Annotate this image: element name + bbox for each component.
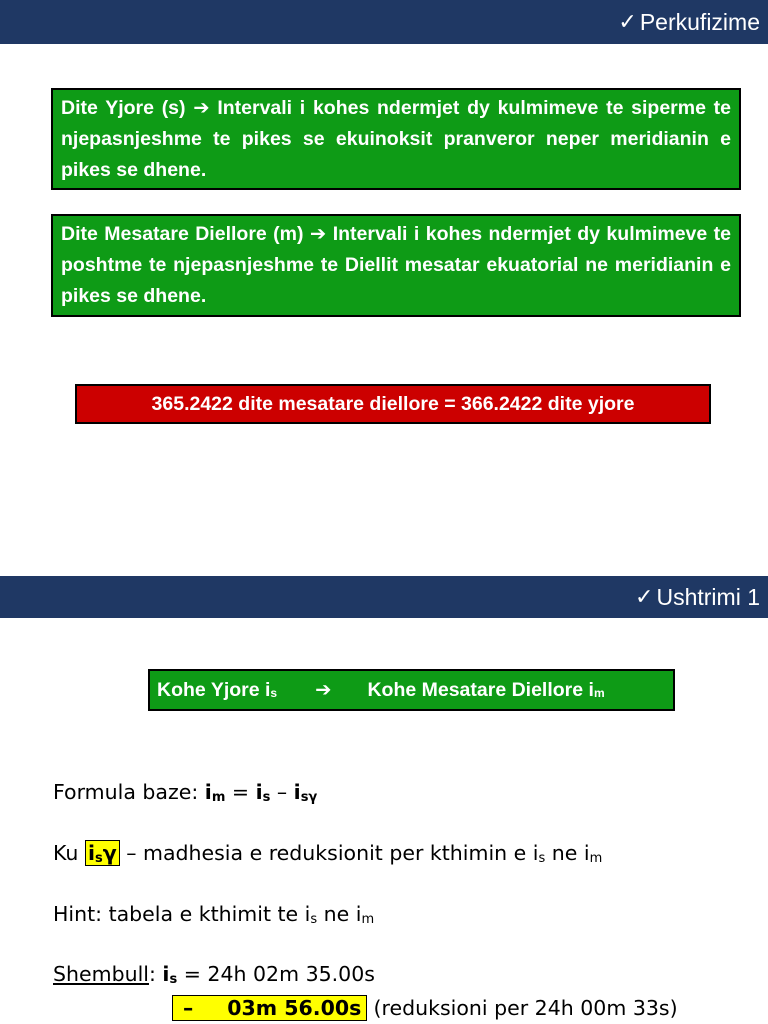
equation-box <box>75 384 711 424</box>
definition-term: Dite Mesatare Diellore (m) <box>61 223 304 245</box>
reduction-value: – 03m 56.00s <box>172 995 367 1021</box>
definition-box-mean-solar-day <box>51 214 741 317</box>
hint-line: Hint: tabela e kthimit te is ne im <box>53 902 375 927</box>
definition-text: Intervali i kohes ndermjet dy kulmimeve te siperme te njepasnjeshme te pikes se ekuinoksit pranveror neper meridianin e pikes se dhene. <box>61 97 731 181</box>
conversion-from: Kohe Yjore is <box>157 678 278 701</box>
example-line: Shembull: is = 24h 02m 35.00s <box>53 962 375 987</box>
definition-term: Dite Yjore (s) <box>61 97 186 119</box>
highlighted-symbol: isγ <box>85 840 120 866</box>
example-label: Shembull <box>53 962 149 986</box>
definition-box-sidereal-day <box>51 88 741 190</box>
section-header-perkufizime <box>0 0 768 44</box>
definition-text: Intervali i kohes ndermjet dy kulmimeve te poshtme te njepasnjeshme te Diellit mesatar ekuatorial ne meridianin e pikes se dhene. <box>61 223 731 307</box>
equation-text: 365.2422 dite mesatare diellore = 366.2422 dite yjore <box>151 392 635 415</box>
check-icon: ✓ <box>618 9 637 34</box>
formula-line: Formula baze: im = is – isγ <box>53 780 318 805</box>
section-title: Ushtrimi 1 <box>656 583 760 610</box>
conversion-box <box>148 669 675 711</box>
conversion-to: Kohe Mesatare Diellore im <box>367 678 605 701</box>
ku-line: Ku isγ – madhesia e reduksionit per kthimin e is ne im <box>53 841 603 866</box>
section-header-ushtrimi <box>0 576 768 618</box>
right-arrow-icon: ➔ <box>193 97 218 119</box>
reduction-line <box>172 995 678 1021</box>
check-icon: ✓ <box>635 584 654 609</box>
right-arrow-icon: ➔ <box>315 679 332 701</box>
section-title: Perkufizime <box>639 8 760 35</box>
reduction-note: (reduksioni per 24h 00m 33s) <box>367 996 678 1020</box>
right-arrow-icon: ➔ <box>309 223 333 245</box>
